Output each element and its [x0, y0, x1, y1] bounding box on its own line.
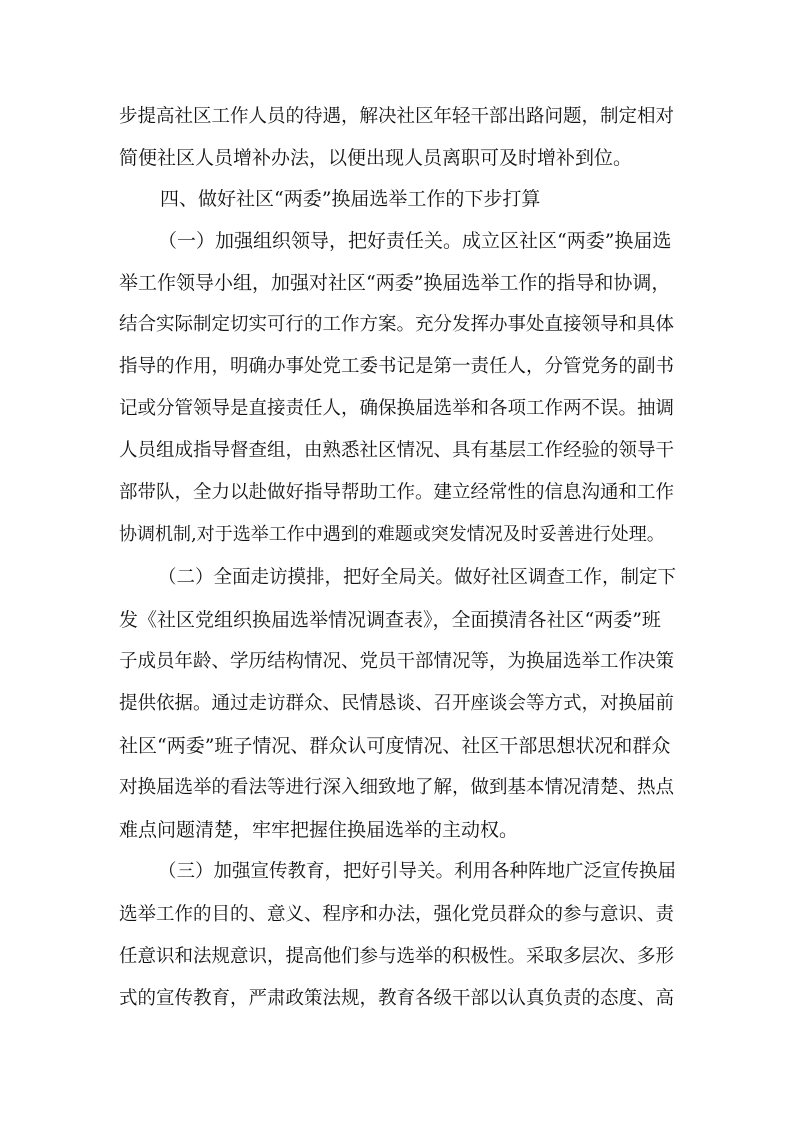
text-line: 社区“两委”班子情况、群众认可度情况、社区干部思想状况和群众 — [119, 735, 671, 757]
text-line: 提供依据。通过走访群众、民情恳谈、召开座谈会等方式，对换届前 — [119, 693, 675, 714]
text-line: 举工作领导小组，加强对社区“两委”换届选举工作的指导和协调， — [119, 272, 671, 294]
text-line: （二）全面走访摸排，把好全局关。做好社区调查工作，制定下 — [158, 567, 677, 588]
text-line: 部带队，全力以赴做好指导帮助工作。建立经常性的信息沟通和工作 — [119, 482, 675, 503]
text-line: 步提高社区工作人员的待遇，解决社区年轻干部出路问题，制定相对 — [119, 106, 675, 127]
text-line: （三）加强宣传教育，把好引导关。利用各种阵地广泛宣传换届 — [158, 861, 677, 882]
text-line: 任意识和法规意识，提高他们参与选举的积极性。采取多层次、多形 — [119, 946, 675, 967]
text-line: 对换届选举的看法等进行深入细致地了解，做到基本情况清楚、热点 — [119, 777, 675, 798]
text-line: 简便社区人员增补办法，以便出现人员离职可及时增补到位。 — [119, 147, 633, 169]
text-line: 发《社区党组织换届选举情况调查表》，全面摸清各社区“两委”班 — [119, 609, 661, 631]
text-line: 子成员年龄、学历结构情况、党员干部情况等，为换届选举工作决策 — [119, 651, 675, 672]
text-line: （一）加强组织领导，把好责任关。成立区社区“两委”换届选 — [158, 230, 672, 252]
section-heading: 四、做好社区“两委”换届选举工作的下步打算 — [160, 188, 541, 210]
text-line: 选举工作的目的、意义、程序和办法，强化党员群众的参与意识、责 — [119, 904, 675, 925]
text-line: 难点问题清楚，牢牢把握住换届选举的主动权。 — [119, 819, 519, 841]
text-line: 式的宣传教育，严肃政策法规，教育各级干部以认真负责的态度、高 — [119, 988, 675, 1009]
text-line: 结合实际制定切实可行的工作方案。充分发挥办事处直接领导和具体 — [119, 314, 675, 335]
text-line: 人员组成指导督查组，由熟悉社区情况、具有基层工作经验的领导干 — [119, 440, 675, 461]
text-line: 指导的作用，明确办事处党工委书记是第一责任人，分管党务的副书 — [119, 356, 675, 377]
text-line: 记或分管领导是直接责任人，确保换届选举和各项工作两不误。抽调 — [119, 398, 675, 419]
text-line: 协调机制,对于选举工作中遇到的难题或突发情况及时妥善进行处理。 — [119, 524, 665, 545]
